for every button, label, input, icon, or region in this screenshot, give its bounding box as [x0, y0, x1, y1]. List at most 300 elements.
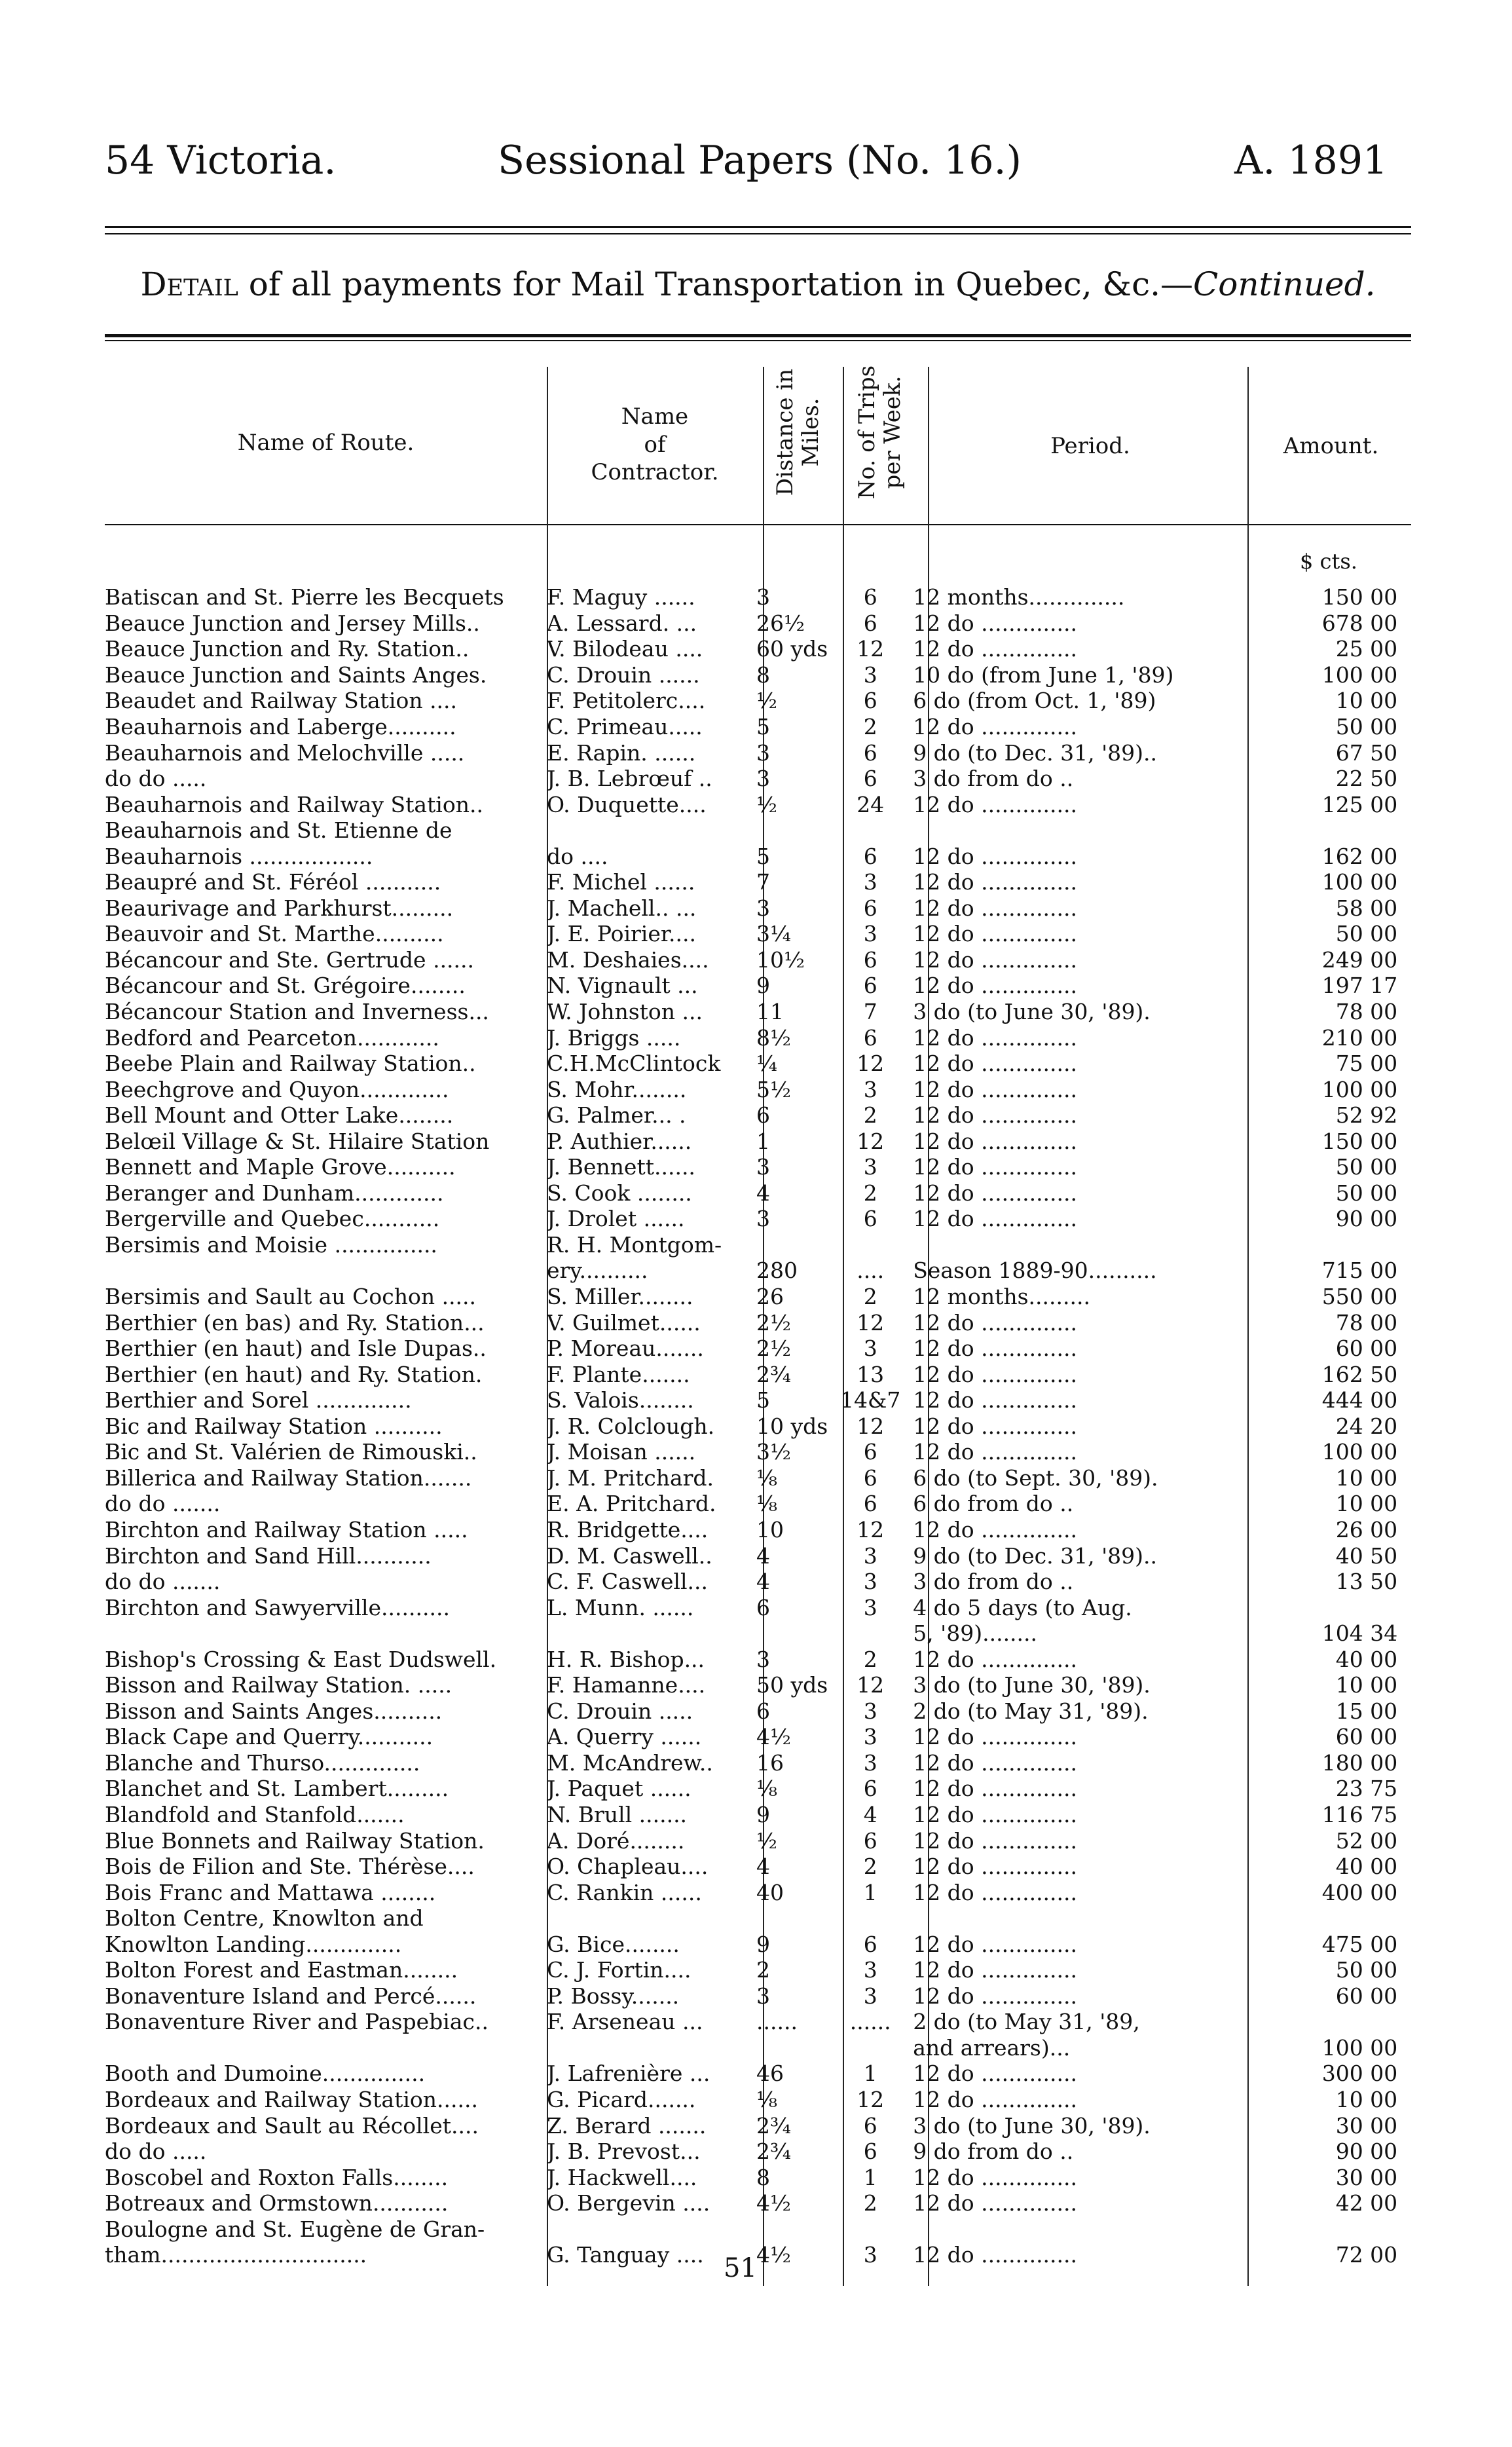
distance-cell: 3 [756, 739, 770, 766]
contractor-cell: F. Maguy ...... [547, 584, 695, 610]
trips-cell: 6 [863, 1465, 877, 1491]
table-row [105, 1750, 1397, 1776]
distance-cell: 9 [756, 973, 770, 999]
distance-cell: 3½ [756, 1439, 791, 1465]
contractor-cell: N. Vignault ... [547, 973, 698, 999]
route-cell: Beebe Plain and Railway Station.. [105, 1051, 476, 1077]
distance-cell: 60 yds [756, 636, 828, 662]
period-cell: 12 do .............. [913, 1957, 1078, 1983]
route-cell: Berthier (en haut) and Isle Dupas.. [105, 1336, 487, 1362]
distance-cell: 3 [756, 766, 770, 792]
table-row [105, 869, 1397, 895]
contractor-cell [547, 2216, 756, 2242]
trips-cell: 3 [863, 1569, 877, 1595]
table-row [105, 2139, 1397, 2165]
distance-cell: 4½ [756, 2190, 791, 2216]
table-row [105, 1232, 1397, 1258]
route-cell: Blue Bonnets and Railway Station. [105, 1827, 485, 1854]
trips-cell: 3 [863, 1749, 877, 1776]
trips-cell: 6 [863, 1776, 877, 1802]
route-cell: Birchton and Railway Station ..... [105, 1516, 468, 1542]
contractor-cell: V. Guilmet...... [547, 1309, 701, 1336]
table-row [105, 1724, 1397, 1750]
table-row [105, 610, 1397, 637]
period-cell: 12 do .............. [913, 1983, 1078, 2009]
route-cell [105, 1258, 547, 1284]
period-cell: 3 do (to June 30, '89). [913, 999, 1151, 1025]
contractor-cell: W. Johnston ... [547, 999, 703, 1025]
amount-cell: 100 00 [1321, 1076, 1398, 1102]
trips-cell: 3 [863, 1154, 877, 1180]
route-cell: Beranger and Dunham............. [105, 1180, 444, 1206]
amount-cell: 40 00 [1335, 1646, 1398, 1672]
route-cell: Bersimis and Moisie ............... [105, 1231, 437, 1258]
contractor-cell: F. Plante....... [547, 1361, 690, 1387]
period-cell: 12 do .............. [913, 1724, 1078, 1750]
contractor-cell: R. H. Montgom- [547, 1231, 722, 1258]
route-cell: Beauharnois and Railway Station.. [105, 791, 483, 817]
table-row [105, 1361, 1397, 1387]
trips-cell: 13 [857, 1361, 885, 1387]
table-row [105, 999, 1397, 1025]
table-row [105, 1957, 1397, 1983]
contractor-cell: O. Bergevin .... [547, 2190, 710, 2216]
period-cell: 12 do .............. [913, 1413, 1078, 1439]
trips-cell: 7 [863, 999, 877, 1025]
amount-cell: 475 00 [1321, 1931, 1398, 1957]
trips-cell: 12 [857, 1672, 885, 1698]
trips-cell: 3 [863, 662, 877, 688]
contractor-cell: J. B. Prevost... [547, 2139, 701, 2165]
route-cell: Boulogne and St. Eugène de Gran- [105, 2216, 485, 2242]
contractor-cell: J. B. Lebrœuf .. [547, 766, 712, 792]
amount-cell: 30 00 [1335, 2112, 1398, 2139]
distance-cell: 5 [756, 1387, 770, 1413]
route-cell: Booth and Dumoine............... [105, 2061, 426, 2087]
trips-cell: ...... [849, 2009, 891, 2035]
route-cell: Bois Franc and Mattawa ........ [105, 1879, 436, 1905]
period-cell: 12 do .............. [913, 1646, 1078, 1672]
period-cell: 12 do .............. [913, 921, 1078, 947]
distance-cell: 3 [756, 1646, 770, 1672]
contractor-cell: C. Primeau..... [547, 714, 703, 739]
contractor-cell: J. Drolet ...... [547, 1206, 685, 1232]
route-cell: do do ..... [105, 766, 207, 792]
amount-cell: 10 00 [1335, 1465, 1398, 1491]
period-cell: 3 do from do .. [913, 1569, 1074, 1595]
period-cell: 12 do .............. [913, 1336, 1078, 1362]
contractor-cell: Z. Berard ....... [547, 2112, 707, 2139]
contractor-cell: P. Authier...... [547, 1128, 692, 1154]
period-cell: 12 months.............. [913, 584, 1125, 610]
contractor-cell: A. Lessard. ... [547, 610, 697, 636]
distance-cell: 3 [756, 584, 770, 610]
col-head-period: Period. [1050, 433, 1130, 459]
table-row [105, 766, 1397, 792]
amount-cell: 100 00 [1321, 1439, 1398, 1465]
distance-cell: 50 yds [756, 1672, 828, 1698]
route-cell: Beauharnois and Melochville ..... [105, 739, 465, 766]
amount-cell: 10 00 [1335, 1672, 1398, 1698]
col-head-distance-line2: Miles. [798, 398, 824, 467]
route-cell: Bic and St. Valérien de Rimouski.. [105, 1439, 477, 1465]
contractor-cell: M. McAndrew.. [547, 1749, 713, 1776]
route-cell: Beauce Junction and Jersey Mills.. [105, 610, 480, 636]
contractor-cell: S. Valois........ [547, 1387, 694, 1413]
amount-cell: 90 00 [1335, 1206, 1398, 1232]
amount-cell: 125 00 [1321, 791, 1398, 817]
period-cell: 12 do .............. [913, 1024, 1078, 1051]
route-cell: Blanchet and St. Lambert......... [105, 1776, 449, 1802]
period-cell: 12 do .............. [913, 1102, 1078, 1129]
distance-cell: 2¾ [756, 2112, 791, 2139]
trips-cell [828, 1620, 913, 1647]
period-cell: 3 do (to June 30, '89). [913, 2112, 1151, 2139]
contractor-cell: do .... [547, 843, 608, 869]
distance-cell: 9 [756, 1801, 770, 1827]
route-cell: Birchton and Sand Hill........... [105, 1542, 432, 1569]
period-cell [913, 2216, 1227, 2242]
table-rule-top [105, 334, 1411, 337]
amount-cell: 78 00 [1335, 1309, 1398, 1336]
amount-cell: 60 00 [1335, 1336, 1398, 1362]
contractor-cell: F. Arseneau ... [547, 2009, 703, 2035]
trips-cell: 6 [863, 1024, 877, 1051]
col-head-distance [773, 354, 824, 511]
header-year: A. 1891 [1234, 138, 1388, 183]
route-cell: do do ....... [105, 1491, 221, 1517]
period-cell: 12 do .............. [913, 895, 1078, 921]
distance-cell [756, 817, 828, 844]
contractor-cell: E. Rapin. ...... [547, 739, 696, 766]
route-cell: Boscobel and Roxton Falls........ [105, 2164, 449, 2190]
route-cell [105, 1620, 547, 1647]
trips-cell: 6 [863, 610, 877, 636]
table-row [105, 1206, 1397, 1232]
route-cell: Berthier and Sorel .............. [105, 1387, 412, 1413]
amount-cell: 100 00 [1321, 662, 1398, 688]
table-row [105, 584, 1397, 610]
amount-cell: 50 00 [1335, 921, 1398, 947]
trips-cell: 24 [857, 791, 885, 817]
contractor-cell: J. M. Pritchard. [547, 1465, 714, 1491]
period-cell: 12 do .............. [913, 1076, 1078, 1102]
header-rule-top [105, 226, 1411, 228]
table-row [105, 1336, 1397, 1362]
distance-cell: 26 [756, 1284, 784, 1310]
period-cell: 3 do from do .. [913, 766, 1074, 792]
header-series: Sessional Papers (No. 16.) [498, 138, 1022, 183]
trips-cell: 6 [863, 1827, 877, 1854]
distance-cell: 5 [756, 843, 770, 869]
contractor-cell: A. Doré........ [547, 1827, 685, 1854]
amount-cell: 444 00 [1321, 1387, 1398, 1413]
table-row [105, 2164, 1397, 2190]
table-row [105, 1672, 1397, 1698]
table-row [105, 1569, 1397, 1595]
amount-cell [1227, 1232, 1397, 1258]
distance-cell: 2 [756, 1957, 770, 1983]
period-cell: 12 do .............. [913, 1516, 1078, 1542]
trips-cell: 2 [863, 1284, 877, 1310]
amount-cell: 50 00 [1335, 714, 1398, 739]
amount-cell: 26 00 [1335, 1516, 1398, 1542]
route-cell: Black Cape and Querry........... [105, 1724, 433, 1750]
amount-cell: 50 00 [1335, 1154, 1398, 1180]
amount-cell: 116 75 [1321, 1801, 1398, 1827]
amount-cell: 10 00 [1335, 2086, 1398, 2112]
amount-cell: 400 00 [1321, 1879, 1398, 1905]
amount-cell: 78 00 [1335, 999, 1398, 1025]
trips-cell: .... [857, 1258, 885, 1284]
period-cell: 12 do .............. [913, 2190, 1078, 2216]
table-row [105, 1128, 1397, 1154]
contractor-cell: C. Drouin ...... [547, 662, 700, 688]
amount-cell: 104 34 [1321, 1620, 1398, 1647]
col-head-contractor-line2: of [644, 431, 666, 458]
trips-cell: 6 [863, 766, 877, 792]
trips-cell: 6 [863, 973, 877, 999]
trips-cell: 3 [863, 1983, 877, 2009]
period-cell: 12 do .............. [913, 1801, 1078, 1827]
amount-cell [1227, 2216, 1397, 2242]
period-cell: 12 do .............. [913, 714, 1078, 739]
route-cell: Beechgrove and Quyon............. [105, 1076, 449, 1102]
col-head-trips-line1: No. of Trips [854, 365, 880, 500]
contractor-cell: J. E. Poirier.... [547, 921, 696, 947]
distance-cell [756, 1905, 828, 1932]
distance-cell: 5 [756, 714, 770, 739]
contractor-cell: A. Querry ...... [547, 1724, 702, 1750]
period-cell: 2 do (to May 31, '89, [913, 2009, 1140, 2035]
period-cell: 12 do .............. [913, 610, 1078, 636]
contractor-cell: S. Mohr........ [547, 1076, 687, 1102]
trips-cell: 2 [863, 1854, 877, 1880]
period-cell: 12 do .............. [913, 1749, 1078, 1776]
distance-cell: 3¼ [756, 921, 791, 947]
trips-cell: 6 [863, 843, 877, 869]
route-cell: Belœil Village & St. Hilaire Station [105, 1128, 490, 1154]
trips-cell: 3 [863, 1957, 877, 1983]
table-row [105, 636, 1397, 662]
distance-cell: 280 [756, 1258, 798, 1284]
route-cell: Berthier (en bas) and Ry. Station... [105, 1309, 485, 1336]
col-head-trips-line2: per Week. [879, 375, 906, 489]
amount-cell: 550 00 [1321, 1284, 1398, 1310]
trips-cell: 2 [863, 1180, 877, 1206]
trips-cell: 6 [863, 1439, 877, 1465]
route-cell: Beauvoir and St. Marthe.......... [105, 921, 444, 947]
table-row [105, 1284, 1397, 1310]
contractor-cell: O. Chapleau.... [547, 1854, 709, 1880]
route-cell: Bisson and Railway Station. ..... [105, 1672, 452, 1698]
table-row [105, 688, 1397, 714]
route-cell: Batiscan and St. Pierre les Becquets [105, 584, 504, 610]
amount-cell: 197 17 [1321, 973, 1398, 999]
table-row [105, 662, 1397, 688]
period-cell: 12 do .............. [913, 1854, 1078, 1880]
title-text: of all payments for Mail Transportation in Quebec, &c.— [238, 265, 1193, 303]
table-row [105, 2216, 1397, 2242]
amount-cell: 24 20 [1335, 1413, 1398, 1439]
period-cell [913, 817, 1227, 844]
trips-cell: 2 [863, 1646, 877, 1672]
period-cell: 12 do .............. [913, 2242, 1078, 2268]
table-row [105, 1931, 1397, 1957]
table-row [105, 843, 1397, 869]
table-row [105, 895, 1397, 922]
period-cell: 9 do (to Dec. 31, '89).. [913, 739, 1157, 766]
col-head-route: Name of Route. [237, 430, 415, 456]
table-row [105, 1620, 1397, 1647]
route-cell: Bolton Forest and Eastman........ [105, 1957, 458, 1983]
col-head-trips [855, 354, 906, 511]
period-cell: 3 do (to June 30, '89). [913, 1672, 1151, 1698]
table-row [105, 2112, 1397, 2139]
contractor-cell: J. Paquet ...... [547, 1776, 691, 1802]
route-cell: Blandfold and Stanfold....... [105, 1801, 405, 1827]
table-row [105, 1413, 1397, 1440]
table-row [105, 1905, 1397, 1932]
table-row [105, 2087, 1397, 2113]
trips-cell: 6 [863, 1931, 877, 1957]
period-cell: 12 do .............. [913, 636, 1078, 662]
amount-cell: 100 00 [1321, 869, 1398, 895]
table-rule-top-thin [105, 340, 1411, 341]
amount-cell: 715 00 [1321, 1258, 1398, 1284]
trips-cell: 12 [857, 1413, 885, 1439]
trips-cell: 2 [863, 714, 877, 739]
period-cell: 2 do (to May 31, '89). [913, 1698, 1149, 1724]
trips-cell: 4 [863, 1801, 877, 1827]
route-cell: Bergerville and Quebec........... [105, 1206, 440, 1232]
trips-cell: 6 [863, 688, 877, 714]
distance-cell: 8 [756, 2164, 770, 2190]
amount-cell [1227, 817, 1397, 844]
distance-cell: 4½ [756, 1724, 791, 1750]
amount-cell: 30 00 [1335, 2164, 1398, 2190]
distance-cell: 1 [756, 1128, 770, 1154]
amount-cell: 50 00 [1335, 1957, 1398, 1983]
period-cell [913, 1232, 1227, 1258]
distance-cell: ...... [756, 2009, 798, 2035]
trips-cell: 12 [857, 636, 885, 662]
amount-cell: 72 00 [1335, 2242, 1398, 2268]
trips-cell: 6 [863, 2112, 877, 2139]
contractor-cell: R. Bridgette.... [547, 1516, 709, 1542]
contractor-cell: D. M. Caswell.. [547, 1542, 712, 1569]
table-row [105, 1879, 1397, 1905]
trips-cell: 12 [857, 1516, 885, 1542]
amount-cell: 678 00 [1321, 610, 1398, 636]
distance-cell: 3 [756, 1983, 770, 2009]
contractor-cell: C.H.McClintock [547, 1051, 721, 1077]
route-cell: Bolton Centre, Knowlton and [105, 1905, 424, 1932]
trips-cell: 3 [863, 1542, 877, 1569]
trips-cell: 12 [857, 1309, 885, 1336]
period-cell: 12 do .............. [913, 1931, 1078, 1957]
period-cell: 10 do (from June 1, '89) [913, 662, 1174, 688]
trips-cell: 6 [863, 739, 877, 766]
period-cell: 12 do .............. [913, 1180, 1078, 1206]
amount-cell: 162 00 [1321, 843, 1398, 869]
amount-cell: 42 00 [1335, 2190, 1398, 2216]
contractor-cell: P. Moreau....... [547, 1336, 704, 1362]
period-cell: 12 do .............. [913, 1776, 1078, 1802]
trips-cell: 3 [863, 1724, 877, 1750]
table-row [105, 1517, 1397, 1543]
distance-cell: 6 [756, 1594, 770, 1620]
period-cell [913, 1905, 1227, 1932]
contractor-cell [547, 2035, 756, 2061]
table-row [105, 1491, 1397, 1517]
contractor-cell: C. J. Fortin.... [547, 1957, 691, 1983]
header-rule-bottom [105, 233, 1411, 234]
table-row [105, 817, 1397, 844]
amount-cell: 210 00 [1321, 1024, 1398, 1051]
route-cell: tham.............................. [105, 2242, 367, 2268]
amount-cell: 23 75 [1335, 1776, 1398, 1802]
distance-cell: ½ [756, 688, 777, 714]
contractor-cell: J. Moisan ...... [547, 1439, 696, 1465]
contractor-cell [547, 1905, 756, 1932]
trips-cell: 3 [863, 921, 877, 947]
period-cell: 12 do .............. [913, 1051, 1078, 1077]
table-row [105, 2061, 1397, 2087]
period-cell: 12 do .............. [913, 791, 1078, 817]
title-lead: Detail [140, 265, 238, 303]
period-cell: 12 do .............. [913, 1439, 1078, 1465]
contractor-cell: S. Miller........ [547, 1284, 693, 1310]
contractor-cell: J. Lafrenière ... [547, 2061, 710, 2087]
table-row [105, 1258, 1397, 1284]
table-row [105, 1698, 1397, 1725]
contractor-cell: J. R. Colclough. [547, 1413, 715, 1439]
route-cell: Bonaventure River and Paspebiac.. [105, 2009, 489, 2035]
distance-cell: 6 [756, 1102, 770, 1129]
route-cell: Beauharnois and Laberge.......... [105, 714, 456, 739]
distance-cell: 2¾ [756, 1361, 791, 1387]
amount-cell: 22 50 [1335, 766, 1398, 792]
period-cell: 12 months......... [913, 1284, 1090, 1310]
distance-cell: 10 [756, 1516, 784, 1542]
period-cell: Season 1889-90.......... [913, 1258, 1157, 1284]
distance-cell: 6 [756, 1698, 770, 1724]
route-cell: do do ..... [105, 2139, 207, 2165]
trips-cell: 1 [863, 1879, 877, 1905]
table-row [105, 2009, 1397, 2035]
amount-cell: 52 00 [1335, 1827, 1398, 1854]
period-cell: 12 do .............. [913, 1361, 1078, 1387]
route-cell: Beaurivage and Parkhurst......... [105, 895, 454, 921]
contractor-cell: N. Brull ....... [547, 1801, 688, 1827]
contractor-cell: P. Bossy....... [547, 1983, 680, 2009]
route-cell: Billerica and Railway Station....... [105, 1465, 472, 1491]
table-row [105, 1154, 1397, 1180]
contractor-cell [547, 817, 756, 844]
amount-cell: 52 92 [1335, 1102, 1398, 1129]
page-title [105, 265, 1411, 303]
distance-cell: 10½ [756, 946, 805, 973]
route-cell: Bonaventure Island and Percé...... [105, 1983, 477, 2009]
col-head-distance-line1: Distance in [772, 368, 798, 496]
amount-cell: 150 00 [1321, 584, 1398, 610]
amount-cell: 10 00 [1335, 688, 1398, 714]
route-cell: Bois de Filion and Ste. Thérèse.... [105, 1854, 475, 1880]
distance-cell: 3 [756, 895, 770, 921]
trips-cell: 3 [863, 1698, 877, 1724]
contractor-cell: H. R. Bishop... [547, 1646, 705, 1672]
